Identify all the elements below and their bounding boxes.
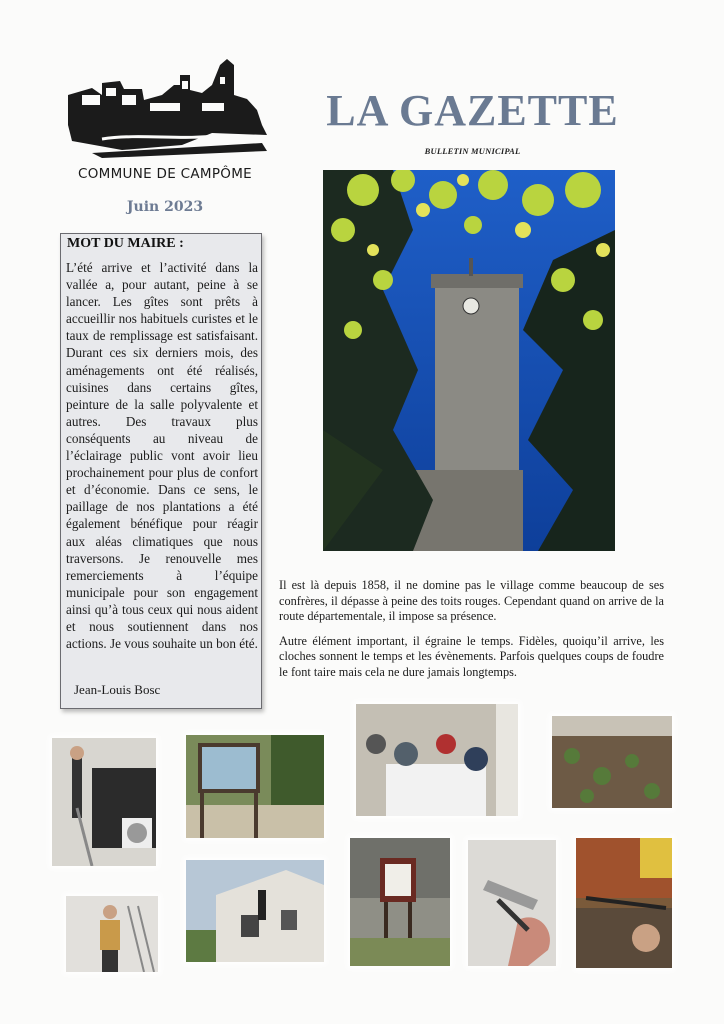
clock-tower-photo (323, 170, 615, 551)
photo-electrical-work (576, 838, 672, 968)
mayor-heading: MOT DU MAIRE : (67, 236, 184, 251)
mayor-signature: Jean-Louis Bosc (74, 682, 161, 697)
photo-mulched-plantation (552, 716, 672, 808)
photo-village-map-board (186, 735, 324, 838)
article-paragraph-2: Autre élément important, il égraine le temps. Fidèles, quoiqu’il arrive, les cloches sonnent le temps et les évènements. Parfois quelques coups de foudre le font taire mais cela ne dure jamais longtemps. (279, 633, 664, 679)
photo-man-with-ladder (66, 896, 158, 972)
photo-kitchen-work (52, 738, 156, 866)
photo-plumbing-repair (468, 840, 556, 966)
photo-community-meeting (356, 704, 518, 816)
article-paragraph-1: Il est là depuis 1858, il ne domine pas le village comme beaucoup de ses confrères, il dépasse à peine des toits rouges. Cependant quand on arrive de la route départementale, il impose sa présence. (279, 578, 664, 624)
commune-name: COMMUNE DE CAMPÔME (77, 166, 253, 182)
commune-logo (62, 55, 267, 160)
issue-date: Juin 2023 (126, 199, 204, 215)
article-body (279, 578, 664, 690)
photo-building-painting (186, 860, 324, 962)
newspaper-title: LA GAZETTE (326, 86, 619, 135)
mayor-message-text: L’été arrive et l’activité dans la vallée a, pour autant, peine à se lancer. Les gîtes sont prêts à accueillir nos habituels curistes et le taux de remplissage est satisfaisant. Durant ces six derniers mois, des aménagements ont été réalisés, cuisines dans certains gîtes, peinture de la salle polyvalente et autres. Des travaux plus conséquents au niveau de l’éclairage public vont avoir lieu prochainement pour plus de confort et d’économie. Dans ce sens, le paillage de nos plantations a été également bénéfique pour réagir aux aléas climatiques que nous traversons. Je renouvelle mes remerciements à l’équipe municipale pour son engagement ainsi qu’à tous ceux qui nous aident et nous soutiennent dans nos actions. Je vous souhaite un bon été. (66, 260, 258, 652)
photo-notice-board (350, 838, 450, 966)
newspaper-subtitle: BULLETIN MUNICIPAL (424, 146, 521, 156)
